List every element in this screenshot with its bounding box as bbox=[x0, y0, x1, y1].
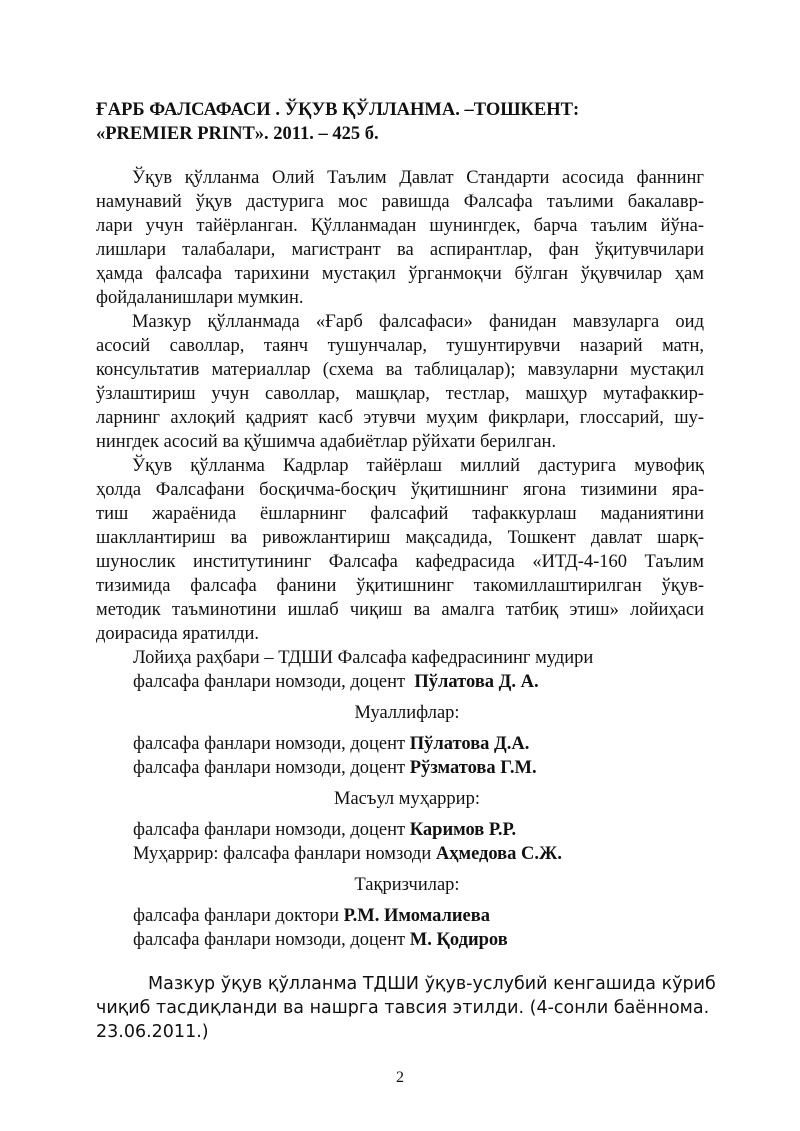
paragraph-1-line: лари учун тайёрланган. Қўлланмадан шунингдек, барча таълим йўна- bbox=[96, 216, 704, 236]
reviewer-name: Р.М. Имомалиева bbox=[343, 906, 491, 926]
author-title: фалсафа фанлари номзоди, доцент bbox=[133, 758, 410, 778]
page-number: 2 bbox=[396, 1069, 404, 1086]
editor-name: Каримов Р.Р. bbox=[409, 820, 517, 840]
approval-line: Мазкур ўқув қўлланма ТДШИ ўқув-услубий кенгашида кўриб bbox=[148, 974, 716, 994]
author-title: фалсафа фанлари номзоди, доцент bbox=[133, 734, 410, 754]
reviewer-name: М. Қодиров bbox=[409, 930, 508, 950]
project-lead-line-1: Лойиҳа раҳбари – ТДШИ Фалсафа кафедрасининг мудири bbox=[133, 648, 594, 668]
paragraph-2-line: Мазкур қўлланмада «Ғарб фалсафаси» фанидан мавзуларга оид bbox=[132, 312, 704, 332]
reviewer-entry bbox=[133, 904, 490, 928]
authors-heading: Муаллифлар: bbox=[354, 703, 460, 723]
project-lead-name: Пўлатова Д. А. bbox=[414, 672, 539, 692]
paragraph-3-line: доирасида яратилди. bbox=[96, 624, 260, 644]
author-entry bbox=[133, 732, 529, 756]
author-name: Рўзматова Г.М. bbox=[409, 758, 537, 778]
editor-title: Муҳаррир: фалсафа фанлари номзоди bbox=[133, 844, 436, 864]
paragraph-1-line: фойдаланишлари мумкин. bbox=[96, 288, 304, 308]
paragraph-2-line: нингдек асосий ва қўшимча адабиётлар рўйхати берилган. bbox=[96, 432, 557, 452]
paragraph-1-line: лишлари талабалари, магистрант ва аспирантлар, фан ўқитувчилари bbox=[96, 240, 704, 260]
paragraph-1-line: намунавий ўқув дастурига мос равишда Фалсафа таълими бакалавр- bbox=[96, 192, 704, 212]
paragraph-3-line: ҳолда Фалсафани босқичма-босқич ўқитишнинг ягона тизимини яра- bbox=[96, 480, 704, 500]
paragraph-3-line: шунослик институтининг Фалсафа кафедрасида «ИТД-4-160 Таълим bbox=[96, 552, 704, 572]
reviewer-entry bbox=[133, 928, 508, 952]
paragraph-1-line: ҳамда фалсафа тарихини мустақил ўрганмоқчи бўлган ўқувчилар ҳам bbox=[96, 264, 704, 284]
paragraph-2-line: ўзлаштириш учун саволлар, машқлар, тестлар, машҳур мутафаккир- bbox=[96, 384, 704, 404]
paragraph-3-line: шакллантириш ва ривожлантириш мақсадида, Тошкент давлат шарқ- bbox=[96, 528, 704, 548]
editor-name: Аҳмедова С.Ж. bbox=[435, 844, 562, 864]
project-lead-title: фалсафа фанлари номзоди, доцент bbox=[133, 672, 415, 692]
editor-entry bbox=[133, 842, 562, 866]
paragraph-2-line: консультатив материаллар (схема ва таблицалар); мавзуларни мустақил bbox=[96, 360, 704, 380]
paragraph-2-line: ларнинг ахлоқий қадрият касб этувчи муҳим фикрлари, глоссарий, шу- bbox=[96, 408, 704, 428]
paragraph-3-line: методик таъминотини ишлаб чиқиш ва амалга татбиқ этиш» лойиҳаси bbox=[96, 600, 704, 620]
reviewer-title: фалсафа фанлари номзоди, доцент bbox=[133, 930, 410, 950]
paragraph-3-line: тизимида фалсафа фанини ўқитишнинг такомиллаштирилган ўқув- bbox=[96, 576, 704, 596]
title-line-2: «PREMIER PRINT». 2011. – 425 б. bbox=[96, 124, 379, 144]
paragraph-2-line: асосий саволлар, таянч тушунчалар, тушунтирувчи назарий матн, bbox=[96, 336, 704, 356]
paragraph-1-line: Ўқув қўлланма Олий Таълим Давлат Стандарти асосида фаннинг bbox=[132, 168, 704, 188]
paragraph-3-line: Ўқув қўлланма Кадрлар тайёрлаш миллий дастурига мувофиқ bbox=[132, 456, 704, 476]
author-name: Пўлатова Д.А. bbox=[409, 734, 530, 754]
editor-title: фалсафа фанлари номзоди, доцент bbox=[133, 820, 410, 840]
project-lead-line-2 bbox=[133, 670, 539, 694]
editor-entry bbox=[133, 818, 516, 842]
reviewers-heading: Тақризчилар: bbox=[354, 875, 460, 895]
editors-heading: Масъул муҳаррир: bbox=[334, 789, 480, 809]
approval-line: 23.06.2011.) bbox=[96, 1022, 209, 1042]
approval-line: чиқиб тасдиқланди ва нашрга тавсия этилди. (4-сонли баённома. bbox=[96, 998, 710, 1018]
paragraph-3-line: тиш жараёнида ёшларнинг фалсафий тафаккурлаш маданиятини bbox=[96, 504, 704, 524]
reviewer-title: фалсафа фанлари доктори bbox=[133, 906, 344, 926]
title-line-1: ҒАРБ ФАЛСАФАСИ . ЎҚУВ ҚЎЛЛАНМА. –ТОШКЕНТ: bbox=[96, 100, 580, 120]
author-entry bbox=[133, 756, 537, 780]
